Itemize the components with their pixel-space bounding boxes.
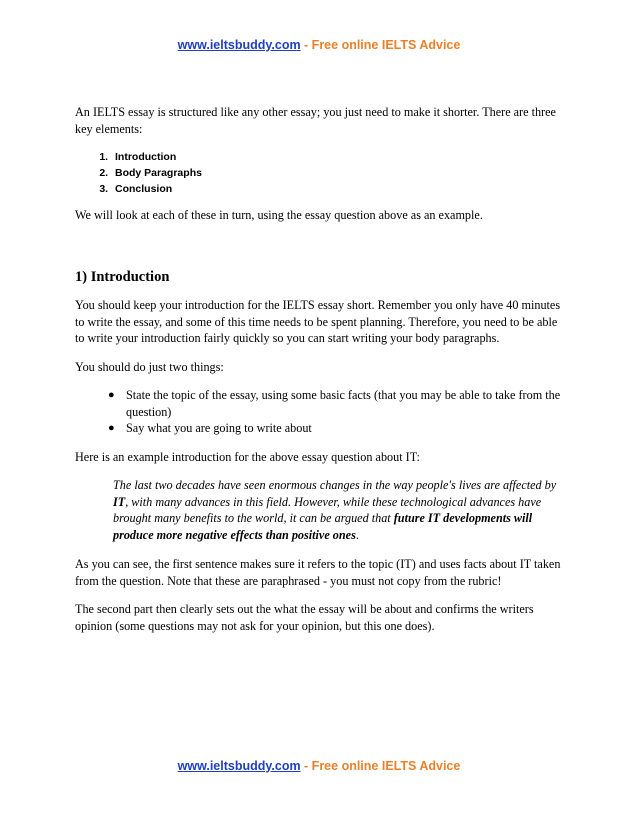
section-paragraph: You should do just two things: bbox=[75, 359, 224, 374]
example-introduction: The last two decades have seen enormous changes in the way people's lives are affected by IT, with many advances in this field. However, while these technological advances have brought many benefits to the world, it can be argued that future IT developments will produce more negative effects than positive ones. bbox=[113, 478, 557, 542]
list-item: ● Say what you are going to write about bbox=[108, 421, 312, 435]
section-paragraph: Here is an example introduction for the above essay question about IT: bbox=[75, 449, 420, 464]
section-paragraph: As you can see, the first sentence makes sure it refers to the topic (IT) and uses facts about IT taken from the question. Note that these are paraphrased - you must not copy from the rubric! bbox=[75, 557, 561, 588]
list-item: 2. Body Paragraphs bbox=[111, 165, 565, 181]
section-paragraph: The second part then clearly sets out the what the essay will be about and confirms the writers opinion (some questions may not ask for your opinion, but this one does). bbox=[75, 602, 534, 633]
list-item: ● State the topic of the essay, using some basic facts (that you may be able to take from the question) bbox=[108, 388, 561, 419]
list-item: 3. Conclusion bbox=[111, 181, 565, 197]
footer-site-link[interactable]: www.ieltsbuddy.com bbox=[177, 759, 301, 773]
intro-paragraph: An IELTS essay is structured like any other essay; you just need to make it shorter. There are three key elements: bbox=[75, 105, 556, 136]
page-footer bbox=[0, 759, 638, 773]
transition-paragraph: We will look at each of these in turn, using the essay question above as an example. bbox=[75, 208, 483, 222]
section-paragraph: You should keep your introduction for the IELTS essay short. Remember you only have 40 minutes to write the essay, and some of this time needs to be spent planning. Therefore, you need to be able to write your introduction fairly quickly so you can start writing your body paragraphs. bbox=[75, 298, 561, 345]
document-body bbox=[75, 104, 565, 646]
example-thesis: future IT developments will produce more negative effects than positive ones bbox=[113, 511, 533, 542]
key-elements-list bbox=[75, 149, 565, 197]
bullet-icon: ● bbox=[108, 422, 115, 434]
footer-tagline: - Free online IELTS Advice bbox=[300, 759, 461, 773]
header-tagline: - Free online IELTS Advice bbox=[300, 38, 461, 52]
header-site-link[interactable]: www.ieltsbuddy.com bbox=[177, 38, 301, 52]
section-heading: 1) Introduction bbox=[75, 268, 170, 285]
list-item: 1. Introduction bbox=[111, 149, 565, 165]
bullet-icon: ● bbox=[108, 389, 115, 401]
bullet-list bbox=[75, 387, 565, 437]
page-header bbox=[0, 38, 638, 52]
